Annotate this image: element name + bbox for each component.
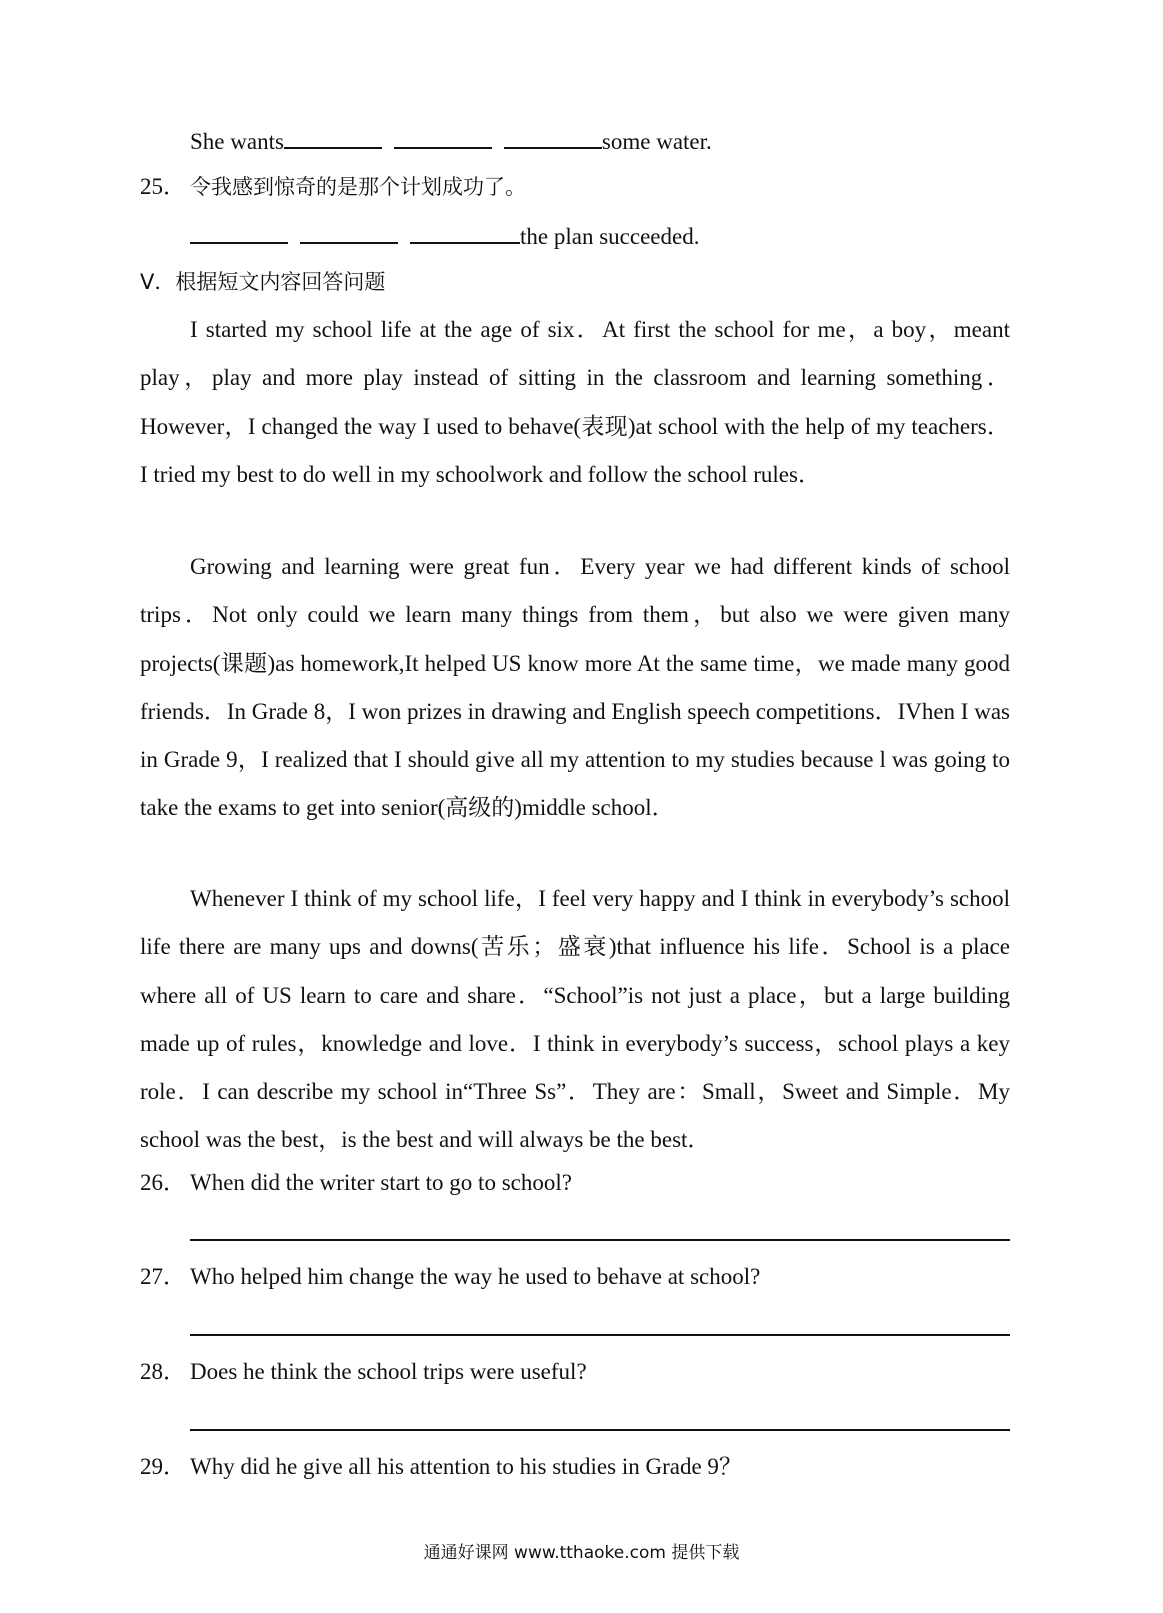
question-number: 28． xyxy=(140,1359,186,1384)
question-number: 27． xyxy=(140,1264,186,1289)
q24-suffix: some water. xyxy=(601,129,712,154)
question-number: 26． xyxy=(140,1170,186,1195)
passage-paragraph-3: Whenever I think of my school life，I feel very happy and I think in everybody’s school life there are many ups and downs(苦乐；盛衰)that influence his life．School is a place where all of US learn to care and share．“School”is not just a place，but a large building made up of rules，knowledge and love．I think in everybody’s success，school plays a key role．I can describe my school in“Three Ss”．They are：Small，Sweet and Simple．My school was the best，is the best and will always be the best． xyxy=(140,886,1010,1153)
q25-suffix: the plan succeeded. xyxy=(520,224,700,249)
q25-blank-2[interactable] xyxy=(300,220,398,244)
question-text: Who helped him change the way he used to behave at school? xyxy=(190,1264,761,1289)
q25-prompt: 令我感到惊奇的是那个计划成功了。 xyxy=(190,175,526,199)
answer-line-27[interactable] xyxy=(190,1334,1010,1336)
section5-title: V．根据短文内容回答问题 xyxy=(140,270,386,294)
question-26 xyxy=(140,1168,1010,1198)
q25-number: 25． xyxy=(140,174,186,199)
question-text: Does he think the school trips were useful? xyxy=(190,1359,587,1384)
q24-sentence xyxy=(190,125,1010,157)
q24-prefix: She wants xyxy=(190,129,284,154)
q24-blank-3[interactable] xyxy=(504,125,602,149)
passage-paragraph-1: I started my school life at the age of six．At first the school for me，a boy，meant play，play and more play instead of sitting in the classroom and learning something．However，I changed the way I used to behave(表现)at school with the help of my teachers．I tried my best to do well in my schoolwork and follow the school rules． xyxy=(140,317,1010,487)
q25-answer-line xyxy=(190,220,1010,252)
q25-prompt-line xyxy=(140,172,1010,202)
answer-line-26[interactable] xyxy=(190,1239,1010,1241)
q24-blank-1[interactable] xyxy=(284,125,382,149)
footer-text: 通通好课网 www.tthaoke.com 提供下载 xyxy=(423,1543,740,1563)
answer-line-28[interactable] xyxy=(190,1429,1010,1431)
question-28 xyxy=(140,1357,1010,1387)
question-text: When did the writer start to go to school? xyxy=(190,1170,572,1195)
question-text: Why did he give all his attention to his studies in Grade 9？ xyxy=(190,1454,742,1479)
question-27 xyxy=(140,1262,1010,1292)
question-29 xyxy=(140,1452,1010,1482)
q24-blank-2[interactable] xyxy=(394,125,492,149)
q25-blank-3[interactable] xyxy=(410,220,520,244)
question-number: 29． xyxy=(140,1454,186,1479)
section-title xyxy=(140,267,1010,297)
q25-blank-1[interactable] xyxy=(190,220,288,244)
passage-paragraph-2: Growing and learning were great fun．Every year we had different kinds of school trips．Not only could we learn many things from them，but also we were given many projects(课题)as homework,It helped US know more At the same time，we made many good friends．In Grade 8，I won prizes in drawing and English speech competitions．IVhen I was in Grade 9，I realized that I should give all my attention to my studies because l was going to take the exams to get into senior(高级的)middle school． xyxy=(140,554,1010,821)
